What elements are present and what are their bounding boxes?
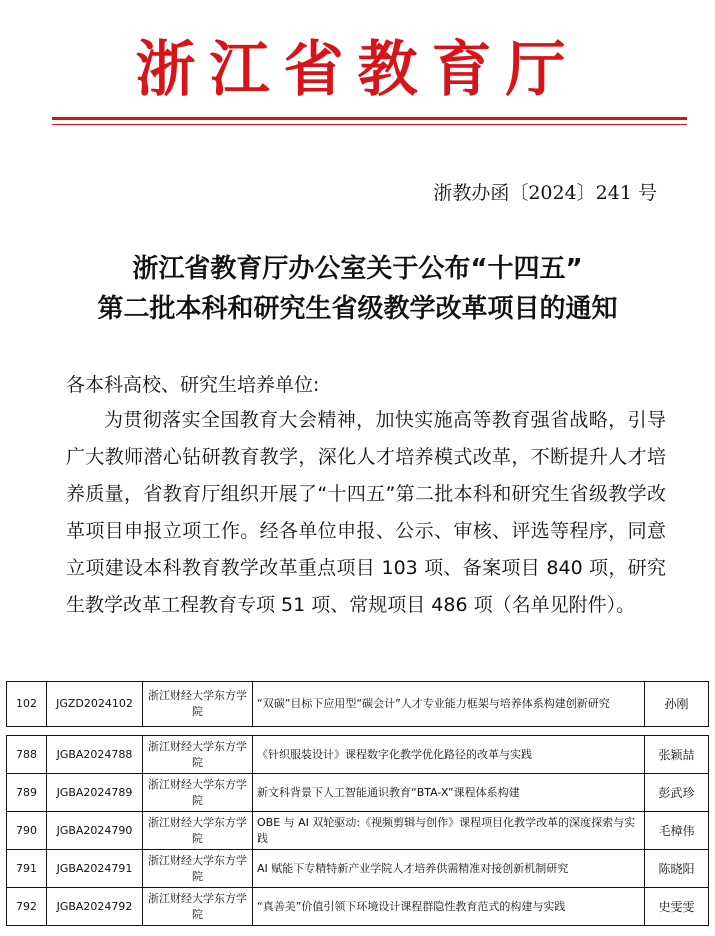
body-paragraph: 为贯彻落实全国教育大会精神，加快实施高等教育强省战略，引导广大教师潜心钻研教育教学，深化人才培养模式改革，不断提升人才培养质量，省教育厅组织开展了“十四五”第二批本科和研究生省级教学改革项目申报立项工作。经各单位申报、公示、审核、评选等程序，同意立项建设本科教育教学改革重点项目 103 项、备案项目 840 项，研究生教学改革工程教育专项 51 项、常规项目 486 项（名单见附件）。 — [66, 409, 666, 616]
document-number: 浙教办函〔2024〕241 号 — [433, 182, 657, 204]
project-code: JGBA2024788 — [47, 736, 143, 774]
letterhead-rule-thick — [52, 117, 687, 120]
row-number: 102 — [7, 682, 47, 727]
salutation: 各本科高校、研究生培养单位: — [66, 374, 320, 396]
school-name: 浙江财经大学东方学院 — [143, 682, 253, 727]
project-title: “双碳”目标下应用型“碳会计”人才专业能力框架与培养体系构建创新研究 — [253, 682, 645, 727]
project-code: JGBA2024792 — [47, 888, 143, 926]
row-number: 791 — [7, 850, 47, 888]
project-leader: 毛樟伟 — [645, 812, 709, 850]
project-leader: 彭武珍 — [645, 774, 709, 812]
project-code: JGZD2024102 — [47, 682, 143, 727]
table-row — [7, 888, 709, 926]
row-number: 792 — [7, 888, 47, 926]
document-title-line-2: 第二批本科和研究生省级教学改革项目的通知 — [97, 294, 618, 324]
project-leader: 陈晓阳 — [645, 850, 709, 888]
project-leader: 张颖喆 — [645, 736, 709, 774]
row-number: 790 — [7, 812, 47, 850]
project-table — [6, 681, 708, 926]
row-number: 788 — [7, 736, 47, 774]
table-row — [7, 850, 709, 888]
school-name: 浙江财经大学东方学院 — [143, 812, 253, 850]
project-title: OBE 与 AI 双轮驱动:《视频剪辑与创作》课程项目化教学改革的深度探索与实践 — [253, 812, 645, 850]
table-row — [7, 736, 709, 774]
table-row — [7, 812, 709, 850]
school-name: 浙江财经大学东方学院 — [143, 850, 253, 888]
school-name: 浙江财经大学东方学院 — [143, 736, 253, 774]
project-leader: 史雯雯 — [645, 888, 709, 926]
project-code: JGBA2024790 — [47, 812, 143, 850]
document-title-line-1: 浙江省教育厅办公室关于公布“十四五” — [132, 254, 583, 284]
project-code: JGBA2024791 — [47, 850, 143, 888]
project-title: 《针织服装设计》课程数字化教学优化路径的改革与实践 — [253, 736, 645, 774]
table-row — [7, 774, 709, 812]
table-row — [7, 682, 709, 727]
row-number: 789 — [7, 774, 47, 812]
table-gap — [7, 727, 709, 736]
project-title: “真善美”价值引领下环境设计课程群隐性教育范式的构建与实践 — [253, 888, 645, 926]
project-title: AI 赋能下专精特新产业学院人才培养供需精准对接创新机制研究 — [253, 850, 645, 888]
school-name: 浙江财经大学东方学院 — [143, 774, 253, 812]
project-code: JGBA2024789 — [47, 774, 143, 812]
letterhead-title: 浙江省教育厅 — [135, 35, 580, 105]
letterhead-rule-thin — [52, 124, 687, 125]
school-name: 浙江财经大学东方学院 — [143, 888, 253, 926]
project-leader: 孙刚 — [645, 682, 709, 727]
project-title: 新文科背景下人工智能通识教育“BTA-X”课程体系构建 — [253, 774, 645, 812]
